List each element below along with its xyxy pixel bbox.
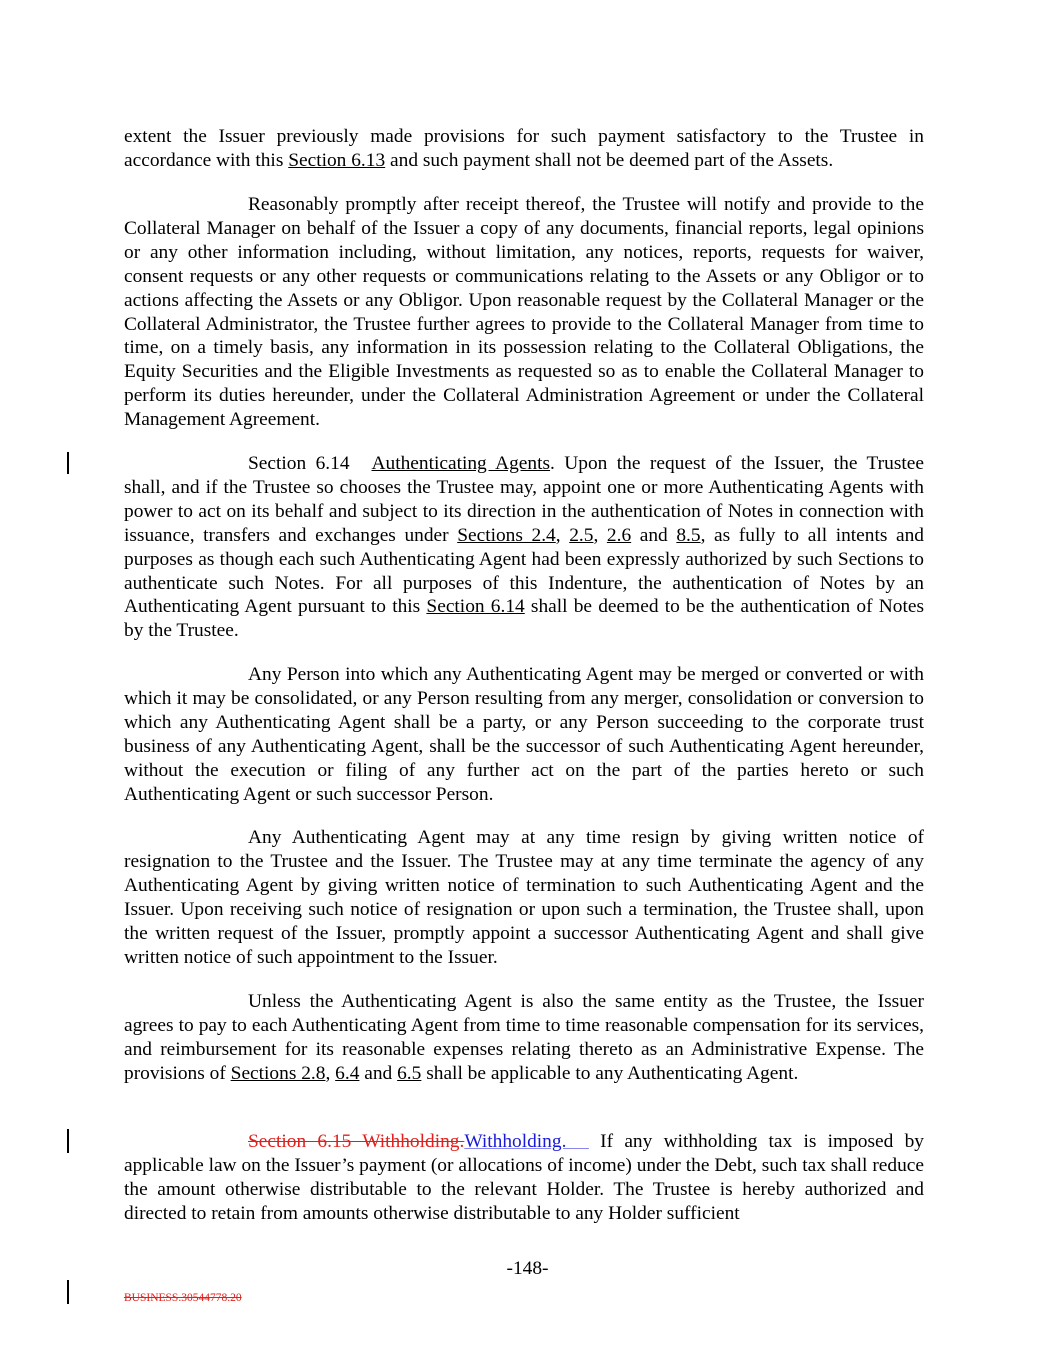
section-reference-link[interactable]: 2.5 [569,524,594,546]
paragraph-text: Any Person into which any Authenticating Agent may be merged or converted or with which it may be consolidated, or any Person resulting from any merger, consolidation or conversion to which any Authenticating Agent shall be a party, or any Person succeeding to the corporate trust business of any Authenticating Agent, shall be the successor of such Authenticating Agent hereunder, without the execution or filing of any further act on the part of the parties hereto or such Authenticating Agent or such successor Person. [124,664,924,805]
section-reference-link[interactable]: Section 6.13 [288,149,386,171]
section-reference-link[interactable]: Sections 2.4 [457,524,556,546]
section-reference-link[interactable]: 6.4 [335,1062,360,1084]
paragraph-text: , as fully to all intents and purposes as though each such Authenticating Agent had been expressly authorized by such Sections to authenticate such Notes. For all purposes of this Indenture, the authentication of Notes by an Authenticating Agent pursuant to this [124,524,924,618]
separator: , [325,1062,336,1084]
paragraph-resignation [124,826,924,969]
section-reference-link[interactable]: 2.6 [606,524,632,546]
paragraph-continuation [124,125,924,173]
separator: , [593,524,607,546]
section-title: Authenticating Agents [371,453,551,474]
paragraph-trustee-notification [124,193,924,432]
section-reference-link[interactable]: Section 6.14 [426,596,525,618]
paragraph-text: . Upon the request of the Issuer, the Trustee shall, and if the Trustee so chooses the Trustee may, appoint one or more Authenticating Agents with power to act on its behalf and subject to its direction in the authentication of Notes in connection with issuance, transfers and exchanges under [124,453,924,546]
change-bar [67,452,69,474]
separator: , [555,524,570,546]
footer-document-id: BUSINESS.30544778.20 [124,1292,242,1304]
separator: and [359,1062,398,1084]
change-bar [67,1280,69,1304]
section-reference-link[interactable]: Sections 2.8 [230,1062,326,1084]
section-reference-link[interactable]: 8.5 [676,524,701,546]
section-reference-link[interactable]: 6.5 [397,1062,422,1084]
paragraph-text: shall be deemed to be the authentication of Notes by the Trustee. [124,596,924,642]
paragraph-compensation [124,990,924,1086]
paragraph-text: Any Authenticating Agent may at any time resign by giving written notice of resignation to the Trustee and the Issuer. The Trustee may at any time terminate the agency of any Authenticating Agent by giving written notice of termination to such Authenticating Agent and the Issuer. Upon receiving such notice of resignation or upon such a termination, the Trustee shall, upon the written request of the Issuer, promptly appoint a successor Authenticating Agent and shall give written notice of such appointment to the Issuer. [124,827,924,968]
tracked-deletion: Section 6.15 Withholding. [248,1131,465,1152]
tracked-insertion: Withholding. [464,1131,589,1152]
paragraph-text: Unless the Authenticating Agent is also the same entity as the Trustee, the Issuer agrees to pay to each Authenticating Agent from time to time reasonable compensation for its services, and reimbursement for its reasonable expenses relating thereto as an Administrative Expense. The provisions of [124,991,924,1084]
separator: and [631,524,677,546]
paragraph-text: shall be applicable to any Authenticating Agent. [421,1062,799,1084]
paragraph-text: and such payment shall not be deemed part of the Assets. [385,149,834,171]
section-number: Section 6.14 [248,453,350,474]
change-bar [67,1129,69,1153]
paragraph-text: extent the Issuer previously made provisions for such payment satisfactory to the Trustee in accordance with this [124,126,924,171]
section-6-14-paragraph [124,452,924,643]
paragraph-text: If any withholding tax is imposed by applicable law on the Issuer’s payment (or allocations of income) under the Debt, such tax shall reduce the amount otherwise distributable to the relevant Holder. The Trustee is hereby authorized and directed to retain from amounts otherwise distributable to any Holder sufficient [124,1131,924,1224]
paragraph-text: Reasonably promptly after receipt thereof, the Trustee will notify and provide to the Collateral Manager on behalf of the Issuer a copy of any documents, financial reports, legal opinions or any other information including, without limitation, any notices, reports, requests for waiver, consent requests or any other requests or communications relating to the Assets or any Obligor or to actions affecting the Assets or any Obligor. Upon reasonable request by the Collateral Manager or the Collateral Administrator, the Trustee further agrees to provide to the Collateral Manager from time to time, on a timely basis, any information in its possession relating to the Collateral Obligations, the Equity Securities and the Eligible Investments as requested so as to enable the Collateral Manager to perform its duties hereunder, under the Collateral Administration Agreement or under the Collateral Management Agreement. [124,194,924,431]
section-6-15-paragraph [124,1130,924,1226]
page-number: -148- [506,1258,549,1279]
paragraph-merger-successor [124,663,924,806]
